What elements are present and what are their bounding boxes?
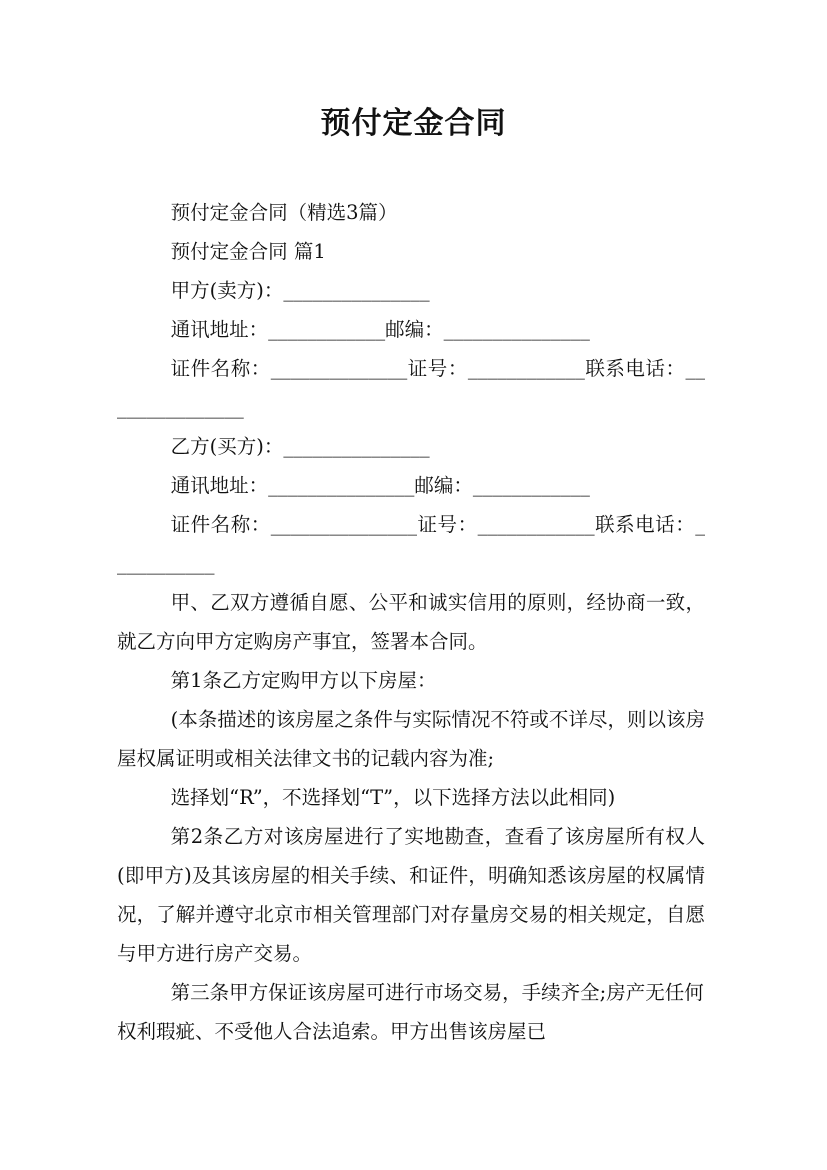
document-body <box>117 193 705 1051</box>
paragraph-party-b: 乙方(买方)：_______________ <box>170 435 430 458</box>
paragraph-article-1: 第1条乙方定购甲方以下房屋： <box>170 669 437 692</box>
paragraph-article-2: 第2条乙方对该房屋进行了实地勘查，查看了该房屋所有权人(即甲方)及其该房屋的相关手续、和证件，明确知悉该房屋的权属情况，了解并遵守北京市相关管理部门对存量房交易的相关规定，自愿与甲方进行房产交易。 <box>117 825 705 965</box>
paragraph-article-1-selection: 选择划“R”，不选择划“T”，以下选择方法以此相同) <box>170 786 616 809</box>
document-title: 预付定金合同 <box>320 106 507 141</box>
paragraph-party-a: 甲方(卖方)：_______________ <box>170 279 430 302</box>
paragraph-article-1-note: (本条描述的该房屋之条件与实际情况不符或不详尽，则以该房屋权属证明或相关法律文书的记载内容为准; <box>117 708 705 770</box>
paragraph-party-a-address: 通讯地址：____________邮编：_______________ <box>170 318 590 341</box>
paragraph-article-3: 第三条甲方保证该房屋可进行市场交易，手续齐全;房产无任何权利瑕疵、不受他人合法追索。甲方出售该房屋已 <box>117 981 704 1043</box>
paragraph-party-a-id: 证件名称：______________证号：____________联系电话：_______________ <box>117 357 705 419</box>
paragraph-subtitle: 预付定金合同（精选3篇） <box>170 201 398 224</box>
paragraph-party-b-address: 通讯地址：_______________邮编：____________ <box>170 474 590 497</box>
paragraph-preamble: 甲、乙双方遵循自愿、公平和诚实信用的原则，经协商一致，就乙方向甲方定购房产事宜，签署本合同。 <box>117 591 705 653</box>
paragraph-section-heading: 预付定金合同 篇1 <box>170 240 326 263</box>
paragraph-party-b-id: 证件名称：_______________证号：____________联系电话：___________ <box>117 513 705 575</box>
